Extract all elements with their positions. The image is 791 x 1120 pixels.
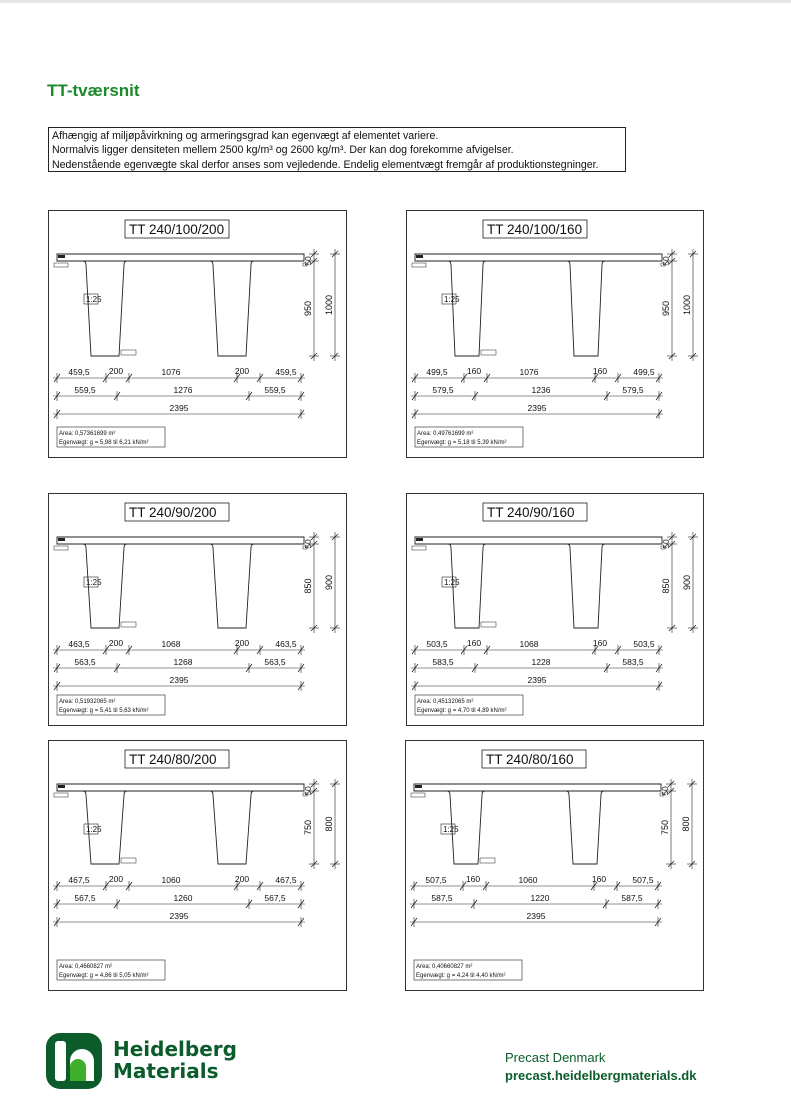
- weight-note-box: [48, 127, 626, 172]
- dimension-row-1-label: 160: [592, 638, 608, 648]
- dimension-row-2-label: 567,5: [264, 893, 286, 903]
- area-label: Area: 0,4660827 m²: [59, 964, 113, 970]
- total-width-label: 2395: [526, 911, 546, 921]
- edge-detail-tag: [54, 546, 68, 550]
- web-detail-tag: [480, 858, 495, 863]
- flange-thickness-label: 50: [303, 256, 313, 266]
- edge-detail-tag: [54, 263, 68, 267]
- self-weight-label: Egenvægt: g = 5,18 til 5,39 kN/m²: [417, 440, 507, 446]
- self-weight-label: Egenvægt: g = 5,41 til 5,63 kN/m²: [59, 708, 149, 714]
- dimension-row-1-label: 160: [592, 366, 608, 376]
- right-web-outline: [566, 791, 604, 864]
- dimension-row-1-label: 499,5: [633, 367, 655, 377]
- dimension-row-1-label: 1076: [519, 367, 539, 377]
- edge-detail-tag: [54, 793, 68, 797]
- slope-label: 1:25: [86, 578, 102, 587]
- dimension-row-1-label: 160: [465, 874, 481, 884]
- area-label: Area: 0,57361699 m²: [59, 431, 116, 437]
- total-height-label: 1000: [324, 294, 334, 316]
- note-line-3: Nedenstående egenvægte skal derfor anses som vejledende. Endelig elementvægt fremgår af produktionstegninger.: [52, 158, 599, 171]
- web-height-label: 750: [303, 819, 313, 836]
- web-height-label: 950: [303, 300, 313, 317]
- total-width-label: 2395: [169, 403, 189, 413]
- footer-url[interactable]: precast.heidelbergmaterials.dk: [505, 1068, 697, 1083]
- web-detail-tag: [481, 350, 496, 355]
- left-web-outline: [83, 261, 127, 356]
- edge-chamfer-mark: [58, 785, 65, 788]
- panel-tt-240-90-200: [48, 493, 347, 726]
- cross-section-drawing: [407, 211, 705, 459]
- dimension-row-2-label: 1276: [173, 385, 193, 395]
- dimension-row-1-label: 507,5: [632, 875, 654, 885]
- web-height-label: 950: [661, 300, 671, 317]
- web-detail-tag: [121, 350, 136, 355]
- flange-outline: [414, 784, 661, 791]
- dimension-row-1-label: 160: [591, 874, 607, 884]
- footer-department: Precast Denmark: [505, 1050, 606, 1065]
- section-title: TT 240/100/200: [129, 222, 225, 237]
- dimension-row-1-label: 200: [234, 638, 250, 648]
- right-web-outline: [210, 261, 254, 356]
- dimension-row-1-label: 1060: [161, 875, 181, 885]
- edge-chamfer-mark: [58, 255, 65, 258]
- note-line-2: Normalvis ligger densiteten mellem 2500 kg/m³ og 2600 kg/m³. Der kan dog forekomme afvigelser.: [52, 144, 514, 157]
- panel-tt-240-100-160: [406, 210, 704, 458]
- slope-label: 1:25: [86, 295, 102, 304]
- dimension-row-2-label: 563,5: [264, 657, 286, 667]
- panel-tt-240-80-160: [405, 740, 704, 991]
- brand-line-1: Heidelberg: [113, 1037, 237, 1061]
- edge-chamfer-mark: [416, 255, 423, 258]
- right-web-outline: [210, 544, 254, 628]
- brand-line-2: Materials: [113, 1059, 219, 1083]
- cross-section-drawing: [406, 741, 705, 992]
- note-line-1: Afhængig af miljøpåvirkning og armeringsgrad kan egenvægt af elementet variere.: [52, 130, 439, 142]
- edge-detail-tag: [412, 263, 426, 267]
- section-title: TT 240/80/160: [486, 752, 574, 767]
- dimension-row-1-label: 1060: [518, 875, 538, 885]
- cross-section-drawing: [407, 494, 705, 727]
- dimension-row-1-label: 200: [108, 366, 124, 376]
- cross-section-drawing: [49, 494, 348, 727]
- flange-thickness-label: 50: [303, 786, 313, 796]
- dimension-row-2-label: 1228: [531, 657, 551, 667]
- flange-outline: [415, 537, 662, 544]
- total-height-label: 1000: [682, 294, 692, 316]
- panel-tt-240-80-200: [48, 740, 347, 991]
- dimension-row-1-label: 200: [234, 874, 250, 884]
- dimension-row-2-label: 559,5: [74, 385, 96, 395]
- flange-outline: [415, 254, 662, 261]
- dimension-row-1-label: 1068: [161, 639, 181, 649]
- area-label: Area: 0,40660827 m²: [416, 964, 473, 970]
- brand-wordmark: [113, 1038, 237, 1082]
- section-title: TT 240/100/160: [487, 222, 583, 237]
- dimension-row-1-label: 200: [234, 366, 250, 376]
- dimension-row-1-label: 1068: [519, 639, 539, 649]
- total-width-label: 2395: [169, 911, 189, 921]
- dimension-row-1-label: 459,5: [275, 367, 297, 377]
- web-detail-tag: [121, 858, 136, 863]
- dimension-row-1-label: 160: [466, 366, 482, 376]
- dimension-row-2-label: 1260: [173, 893, 193, 903]
- dimension-row-2-label: 579,5: [622, 385, 644, 395]
- dimension-row-1-label: 160: [466, 638, 482, 648]
- section-title: TT 240/90/200: [129, 505, 217, 520]
- self-weight-label: Egenvægt: g = 4,70 til 4,89 kN/m²: [417, 708, 507, 714]
- dimension-row-1-label: 200: [108, 638, 124, 648]
- area-label: Area: 0,45132065 m²: [417, 699, 474, 705]
- section-title: TT 240/90/160: [487, 505, 575, 520]
- dimension-row-2-label: 579,5: [432, 385, 454, 395]
- dimension-row-1-label: 507,5: [425, 875, 447, 885]
- flange-thickness-label: 50: [303, 539, 313, 549]
- dimension-row-2-label: 1220: [530, 893, 550, 903]
- dimension-row-1-label: 503,5: [633, 639, 655, 649]
- panel-tt-240-100-200: [48, 210, 347, 458]
- total-height-label: 800: [324, 816, 334, 832]
- dimension-row-2-label: 1236: [531, 385, 551, 395]
- self-weight-label: Egenvægt: g = 4,86 til 5,05 kN/m²: [59, 973, 149, 979]
- dimension-row-1-label: 467,5: [68, 875, 90, 885]
- total-width-label: 2395: [527, 675, 547, 685]
- cross-section-drawing: [49, 211, 348, 459]
- flange-thickness-label: 50: [661, 256, 671, 266]
- edge-chamfer-mark: [415, 785, 422, 788]
- total-height-label: 900: [324, 574, 334, 591]
- edge-chamfer-mark: [416, 538, 423, 541]
- dimension-row-2-label: 587,5: [431, 893, 453, 903]
- dimension-row-1-label: 463,5: [68, 639, 90, 649]
- self-weight-label: Egenvægt: g = 5,98 til 6,21 kN/m²: [59, 440, 149, 446]
- dimension-row-2-label: 563,5: [74, 657, 96, 667]
- flange-outline: [57, 254, 304, 261]
- edge-detail-tag: [412, 546, 426, 550]
- right-web-outline: [567, 261, 605, 356]
- flange-outline: [57, 784, 304, 791]
- web-height-label: 750: [660, 819, 670, 836]
- cross-section-drawing: [49, 741, 348, 992]
- self-weight-label: Egenvægt: g = 4,24 til 4,40 kN/m²: [416, 973, 506, 979]
- dimension-row-2-label: 583,5: [622, 657, 644, 667]
- dimension-row-1-label: 503,5: [426, 639, 448, 649]
- dimension-row-1-label: 200: [108, 874, 124, 884]
- dimension-row-1-label: 467,5: [275, 875, 297, 885]
- dimension-row-2-label: 1268: [173, 657, 193, 667]
- panel-tt-240-90-160: [406, 493, 704, 726]
- total-height-label: 900: [682, 574, 692, 591]
- slope-label: 1:25: [444, 578, 460, 587]
- flange-outline: [57, 537, 304, 544]
- web-height-label: 850: [303, 578, 313, 594]
- edge-detail-tag: [411, 793, 425, 797]
- dimension-row-2-label: 587,5: [621, 893, 643, 903]
- dimension-row-1-label: 1076: [161, 367, 181, 377]
- right-web-outline: [567, 544, 605, 628]
- dimension-row-2-label: 583,5: [432, 657, 454, 667]
- web-detail-tag: [121, 622, 136, 627]
- edge-chamfer-mark: [58, 538, 65, 541]
- dimension-row-2-label: 567,5: [74, 893, 96, 903]
- slope-label: 1:25: [86, 825, 102, 834]
- slope-label: 1:25: [444, 295, 460, 304]
- top-rule: [0, 0, 791, 3]
- dimension-row-1-label: 459,5: [68, 367, 90, 377]
- flange-thickness-label: 50: [660, 786, 670, 796]
- dimension-row-1-label: 463,5: [275, 639, 297, 649]
- area-label: Area: 0,49761699 m²: [417, 431, 474, 437]
- right-web-outline: [210, 791, 254, 864]
- web-height-label: 850: [661, 578, 671, 594]
- total-width-label: 2395: [169, 675, 189, 685]
- slope-label: 1:25: [443, 825, 459, 834]
- page-title: TT-tværsnit: [47, 81, 140, 100]
- footer-contact: [505, 1049, 696, 1085]
- area-label: Area: 0,51932065 m²: [59, 699, 116, 705]
- total-height-label: 800: [681, 816, 691, 832]
- dimension-row-2-label: 559,5: [264, 385, 286, 395]
- flange-thickness-label: 50: [661, 539, 671, 549]
- left-web-outline: [448, 261, 486, 356]
- total-width-label: 2395: [527, 403, 547, 413]
- web-detail-tag: [481, 622, 496, 627]
- dimension-row-1-label: 499,5: [426, 367, 448, 377]
- section-title: TT 240/80/200: [129, 752, 217, 767]
